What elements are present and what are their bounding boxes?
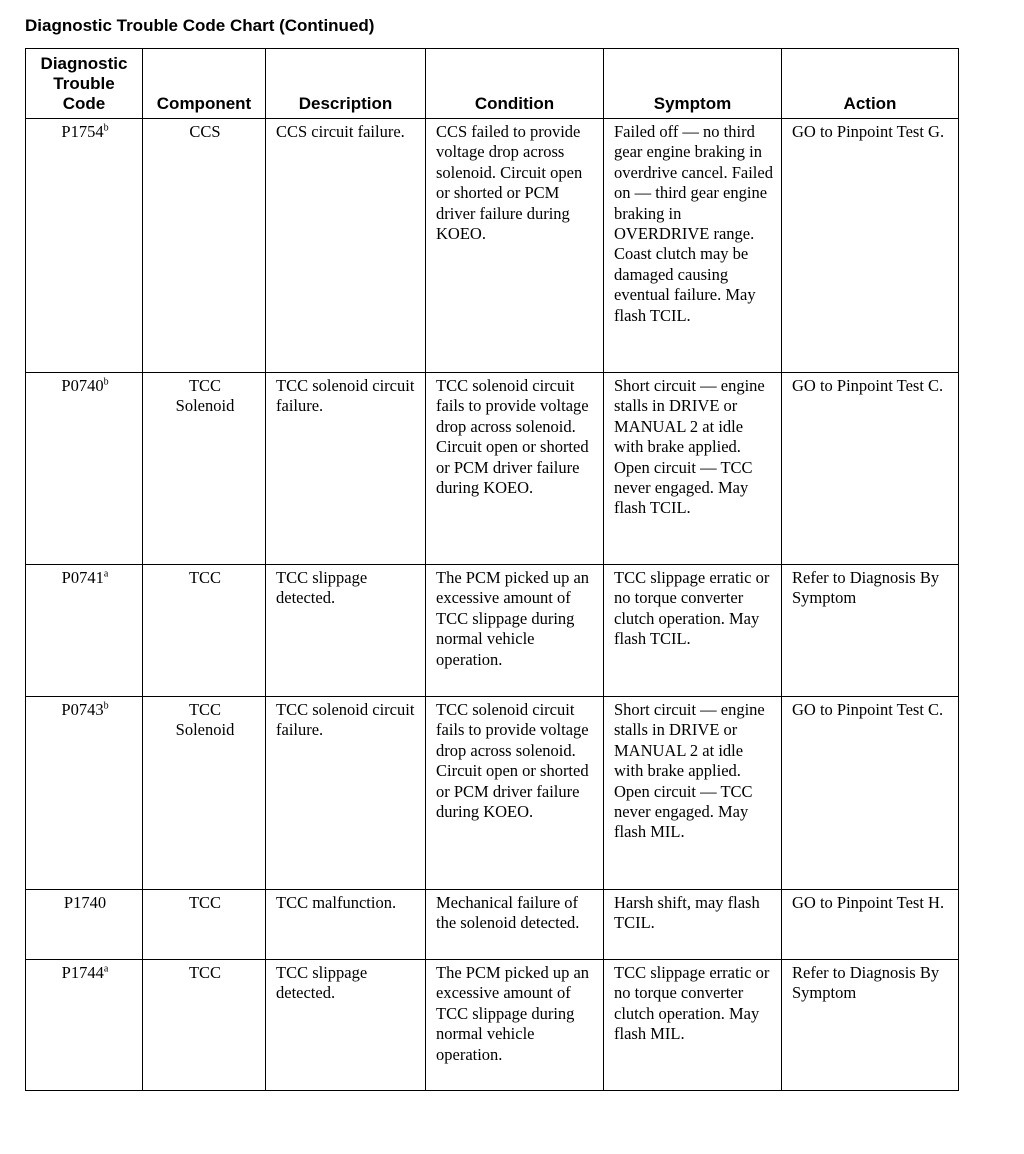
col-header-symptom: Symptom bbox=[604, 49, 782, 119]
code-footnote-marker: b bbox=[103, 376, 109, 388]
cell-code bbox=[26, 373, 143, 565]
code-footnote-marker: a bbox=[103, 963, 109, 975]
dtc-table bbox=[25, 48, 959, 1091]
cell-symptom: Short circuit — engine stalls in DRIVE or MANUAL 2 at idle with brake applied. Open circuit — TCC never engaged. May flash MIL. bbox=[604, 697, 782, 890]
code-footnote-marker: a bbox=[103, 568, 109, 580]
cell-action: GO to Pinpoint Test C. bbox=[782, 697, 959, 890]
code-text: P1744 bbox=[61, 963, 104, 982]
code-footnote-marker: b bbox=[103, 700, 109, 712]
header-row bbox=[26, 49, 959, 119]
cell-action: Refer to Diagnosis By Symptom bbox=[782, 565, 959, 697]
table-row bbox=[26, 373, 959, 565]
cell-symptom: TCC slippage erratic or no torque converter clutch operation. May flash MIL. bbox=[604, 960, 782, 1091]
col-header-component: Component bbox=[143, 49, 266, 119]
table-row bbox=[26, 697, 959, 890]
cell-action: Refer to Diagnosis By Symptom bbox=[782, 960, 959, 1091]
code-text: P1754 bbox=[61, 122, 104, 141]
cell-description: CCS circuit failure. bbox=[266, 119, 426, 373]
code-text: P0743 bbox=[61, 700, 104, 719]
cell-action: GO to Pinpoint Test H. bbox=[782, 890, 959, 960]
table-row bbox=[26, 890, 959, 960]
col-header-condition: Condition bbox=[426, 49, 604, 119]
cell-symptom: TCC slippage erratic or no torque converter clutch operation. May flash TCIL. bbox=[604, 565, 782, 697]
cell-action: GO to Pinpoint Test C. bbox=[782, 373, 959, 565]
cell-component: TCC bbox=[143, 565, 266, 697]
col-header-code: Diagnostic Trouble Code bbox=[26, 49, 143, 119]
cell-component: TCC Solenoid bbox=[143, 373, 266, 565]
code-text: P0741 bbox=[61, 568, 104, 587]
cell-condition: CCS failed to provide voltage drop across solenoid. Circuit open or shorted or PCM driver failure during KOEO. bbox=[426, 119, 604, 373]
cell-condition: The PCM picked up an excessive amount of TCC slippage during normal vehicle operation. bbox=[426, 960, 604, 1091]
cell-code bbox=[26, 960, 143, 1091]
code-text: P1740 bbox=[63, 893, 107, 912]
cell-description: TCC solenoid circuit failure. bbox=[266, 373, 426, 565]
code-footnote-marker: b bbox=[103, 122, 109, 134]
cell-description: TCC slippage detected. bbox=[266, 960, 426, 1091]
col-header-description: Description bbox=[266, 49, 426, 119]
cell-condition: TCC solenoid circuit fails to provide voltage drop across solenoid. Circuit open or shorted or PCM driver failure during KOEO. bbox=[426, 697, 604, 890]
cell-component: CCS bbox=[143, 119, 266, 373]
cell-code bbox=[26, 890, 143, 960]
cell-component: TCC bbox=[143, 960, 266, 1091]
code-text: P0740 bbox=[61, 376, 104, 395]
table-row bbox=[26, 960, 959, 1091]
cell-symptom: Harsh shift, may flash TCIL. bbox=[604, 890, 782, 960]
cell-description: TCC solenoid circuit failure. bbox=[266, 697, 426, 890]
cell-component: TCC Solenoid bbox=[143, 697, 266, 890]
cell-action: GO to Pinpoint Test G. bbox=[782, 119, 959, 373]
cell-symptom: Short circuit — engine stalls in DRIVE or MANUAL 2 at idle with brake applied. Open circuit — TCC never engaged. May flash TCIL. bbox=[604, 373, 782, 565]
cell-symptom: Failed off — no third gear engine braking in overdrive cancel. Failed on — third gear engine braking in OVERDRIVE range. Coast clutch may be damaged causing eventual failure. May flash TCIL. bbox=[604, 119, 782, 373]
cell-condition: TCC solenoid circuit fails to provide voltage drop across solenoid. Circuit open or shorted or PCM driver failure during KOEO. bbox=[426, 373, 604, 565]
table-row bbox=[26, 119, 959, 373]
cell-condition: Mechanical failure of the solenoid detected. bbox=[426, 890, 604, 960]
cell-condition: The PCM picked up an excessive amount of TCC slippage during normal vehicle operation. bbox=[426, 565, 604, 697]
cell-code bbox=[26, 119, 143, 373]
cell-description: TCC malfunction. bbox=[266, 890, 426, 960]
cell-code bbox=[26, 697, 143, 890]
cell-description: TCC slippage detected. bbox=[266, 565, 426, 697]
cell-component: TCC bbox=[143, 890, 266, 960]
table-row bbox=[26, 565, 959, 697]
cell-code bbox=[26, 565, 143, 697]
page-title: Diagnostic Trouble Code Chart (Continued) bbox=[25, 16, 375, 35]
col-header-action: Action bbox=[782, 49, 959, 119]
